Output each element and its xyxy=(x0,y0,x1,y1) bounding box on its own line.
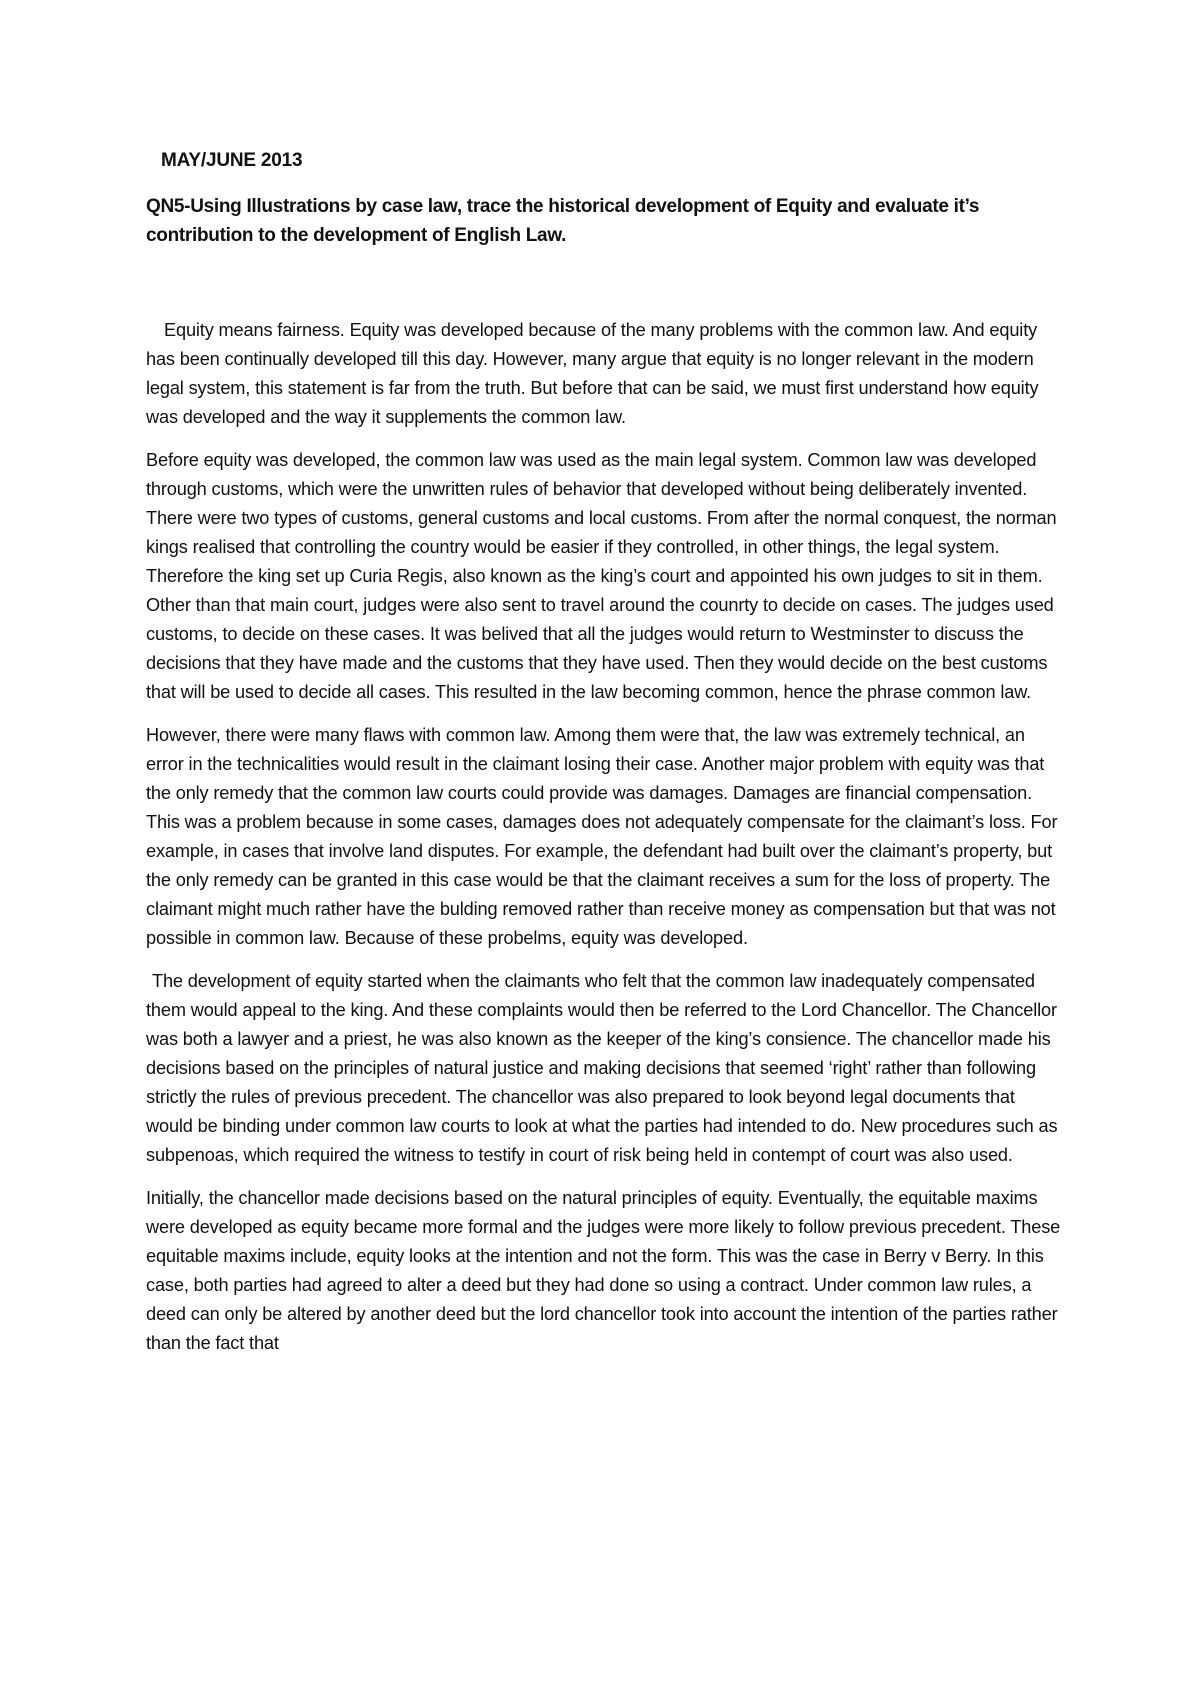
paragraph-common-law: Before equity was developed, the common law was used as the main legal system. Common law was developed through customs, which were the unwritten rules of behavior that developed without being deliberately invented. There were two types of customs, general customs and local customs. From after the normal conquest, the norman kings realised that controlling the country would be easier if they controlled, in other things, the legal system. Therefore the king set up Curia Regis, also known as the king’s court and appointed his own judges to sit in them. Other than that main court, judges were also sent to travel around the counrty to decide on cases. The judges used customs, to decide on these cases. It was belived that all the judges would return to Westminster to discuss the decisions that they have made and the customs that they have used. Then they would decide on the best customs that will be used to decide all cases. This resulted in the law becoming common, hence the phrase common law. xyxy=(146,450,1057,702)
document-body xyxy=(146,148,1066,1372)
question-title: QN5-Using Illustrations by case law, trace the historical development of Equity and evaluate it’s contribution to the development of English Law. xyxy=(146,196,980,246)
paragraph-flaws: However, there were many flaws with common law. Among them were that, the law was extremely technical, an error in the technicalities would result in the claimant losing their case. Another major problem with equity was that the only remedy that the common law courts could provide was damages. Damages are financial compensation. This was a problem because in some cases, damages does not adequately compensate for the claimant’s loss. For example, in cases that involve land disputes. For example, the defendant had built over the claimant’s property, but the only remedy can be granted in this case would be that the claimant receives a sum for the loss of property. The claimant might much rather have the bulding removed rather than receive money as compensation but that was not possible in common law. Because of these probelms, equity was developed. xyxy=(146,725,1058,948)
paragraph-maxims: Initially, the chancellor made decisions based on the natural principles of equity. Eventually, the equitable maxims were developed as equity became more formal and the judges were more likely to follow previous precedent. These equitable maxims include, equity looks at the intention and not the form. This was the case in Berry v Berry. In this case, both parties had agreed to alter a deed but they had done so using a contract. Under common law rules, a deed can only be altered by another deed but the lord chancellor took into account the intention of the parties rather than the fact that xyxy=(146,1188,1061,1353)
date-heading: MAY/JUNE 2013 xyxy=(161,150,303,171)
paragraph-development: The development of equity started when the claimants who felt that the common law inadequately compensated them would appeal to the king. And these complaints would then be referred to the Lord Chancellor. The Chancellor was both a lawyer and a priest, he was also known as the keeper of the king’s consience. The chancellor made his decisions based on the principles of natural justice and making decisions that seemed ‘right’ rather than following strictly the rules of previous precedent. The chancellor was also prepared to look beyond legal documents that would be binding under common law courts to look at what the parties had intended to do. New procedures such as subpenoas, which required the witness to testify in court of risk being held in contempt of court was also used. xyxy=(146,971,1058,1165)
paragraph-intro: Equity means fairness. Equity was developed because of the many problems with the common law. And equity has been continually developed till this day. However, many argue that equity is no longer relevant in the modern legal system, this statement is far from the truth. But before that can be said, we must first understand how equity was developed and the way it supplements the common law. xyxy=(146,320,1039,427)
